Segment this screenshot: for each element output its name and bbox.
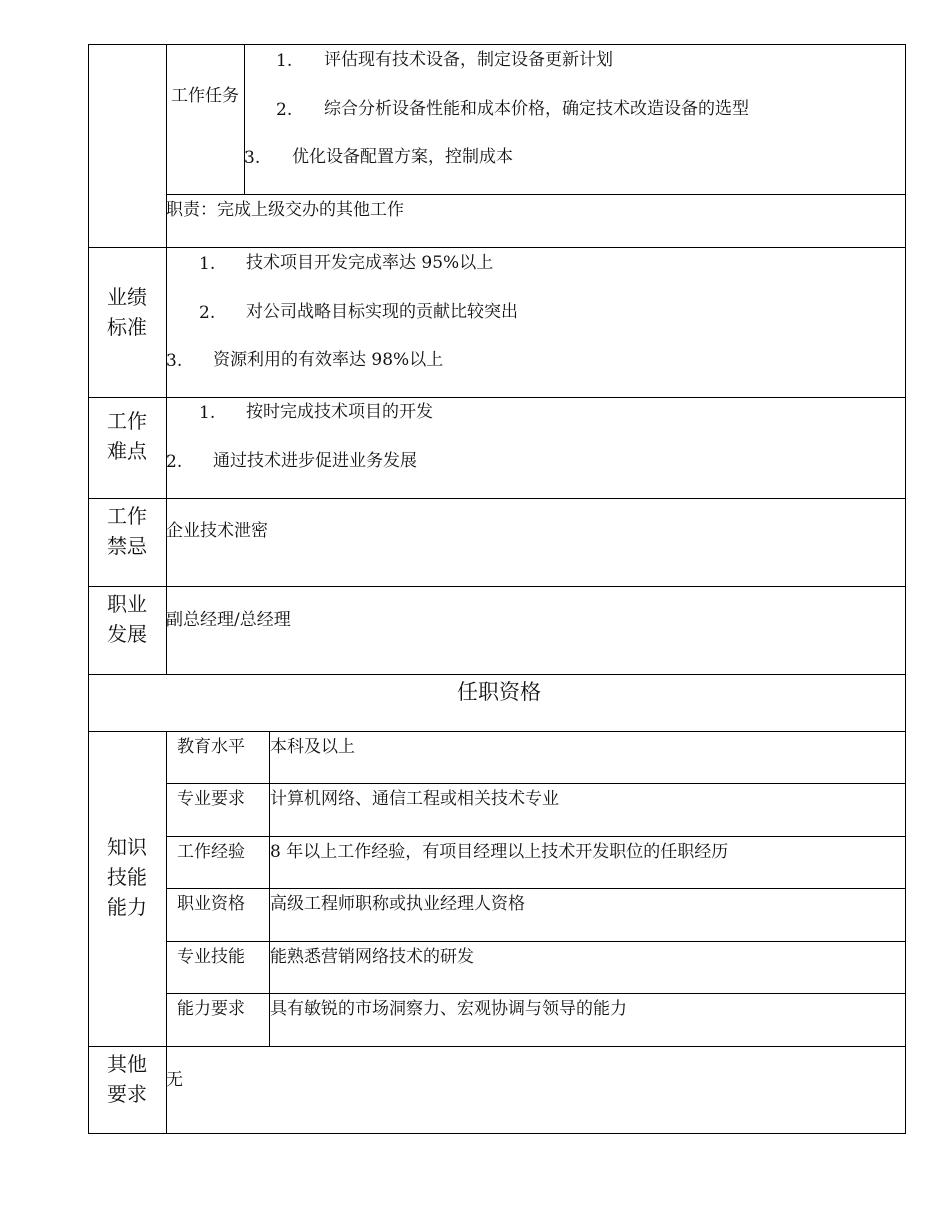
career-label: 职业发展 <box>107 592 147 646</box>
task-number-1: 1. <box>276 51 293 71</box>
row-divider-qual-title <box>88 674 906 675</box>
qual-row-line-1 <box>166 783 906 784</box>
qual-value-education: 本科及以上 <box>270 737 355 757</box>
performance-text-2: 对公司战略目标实现的贡献比较突出 <box>246 302 518 322</box>
taboos-text: 企业技术泄密 <box>166 521 268 541</box>
difficulty-number-2: 2. <box>166 452 183 472</box>
qual-value-certification: 高级工程师职称或执业经理人资格 <box>270 894 525 914</box>
career-text: 副总经理/总经理 <box>166 610 291 630</box>
qual-key-major: 专业要求 <box>177 789 245 809</box>
difficulties-label: 工作难点 <box>107 409 147 463</box>
performance-text-1: 技术项目开发完成率达 95%以上 <box>246 253 494 273</box>
qual-key-experience: 工作经验 <box>177 842 245 862</box>
row-divider-difficulties <box>88 397 906 398</box>
performance-label: 业绩标准 <box>107 285 147 339</box>
performance-number-3: 3. <box>166 351 183 371</box>
row-divider-qual-body <box>88 731 906 732</box>
qual-row-line-5 <box>166 993 906 994</box>
qual-key-abilities: 能力要求 <box>177 999 245 1019</box>
difficulty-number-1: 1. <box>199 403 216 423</box>
other-text: 无 <box>166 1070 183 1090</box>
qual-value-skills: 能熟悉营销网络技术的研发 <box>270 947 474 967</box>
qualification-title: 任职资格 <box>457 680 541 704</box>
qual-key-certification: 职业资格 <box>177 894 245 914</box>
qual-key-skills: 专业技能 <box>177 947 245 967</box>
task-text-3: 优化设备配置方案，控制成本 <box>292 147 513 167</box>
table-border-bottom <box>88 1133 906 1134</box>
task-label-divider <box>244 44 245 194</box>
performance-number-2: 2. <box>199 303 216 323</box>
performance-text-3: 资源利用的有效率达 98%以上 <box>213 350 444 370</box>
qual-value-major: 计算机网络、通信工程或相关技术专业 <box>270 789 559 809</box>
qualification-label: 知识技能能力 <box>107 835 147 919</box>
difficulty-text-2: 通过技术进步促进业务发展 <box>213 451 417 471</box>
table-border-right <box>905 44 906 1134</box>
row-divider-career <box>88 586 906 587</box>
qual-row-line-2 <box>166 836 906 837</box>
row-divider-performance <box>88 247 906 248</box>
task-text-1: 评估现有技术设备，制定设备更新计划 <box>324 50 613 70</box>
work-tasks-label: 工作任务 <box>171 86 239 106</box>
task-text-2: 综合分析设备性能和成本价格，确定技术改造设备的选型 <box>324 99 749 119</box>
qual-row-line-4 <box>166 941 906 942</box>
qual-key-education: 教育水平 <box>177 737 245 757</box>
duty-text: 职责：完成上级交办的其他工作 <box>166 200 404 220</box>
task-number-2: 2. <box>276 100 293 120</box>
qual-row-line-3 <box>166 888 906 889</box>
qual-value-experience: 8 年以上工作经验，有项目经理以上技术开发职位的任职经历 <box>270 842 729 862</box>
qual-value-abilities: 具有敏锐的市场洞察力、宏观协调与领导的能力 <box>270 999 627 1019</box>
table-border-top <box>88 44 906 45</box>
job-table <box>88 44 906 1134</box>
task-duty-divider <box>166 194 906 195</box>
taboos-label: 工作禁忌 <box>107 504 147 558</box>
difficulty-text-1: 按时完成技术项目的开发 <box>246 402 433 422</box>
row-divider-other <box>88 1046 906 1047</box>
task-number-3: 3. <box>244 148 261 168</box>
row-divider-taboos <box>88 498 906 499</box>
performance-number-1: 1. <box>199 254 216 274</box>
other-label: 其他要求 <box>107 1052 147 1106</box>
